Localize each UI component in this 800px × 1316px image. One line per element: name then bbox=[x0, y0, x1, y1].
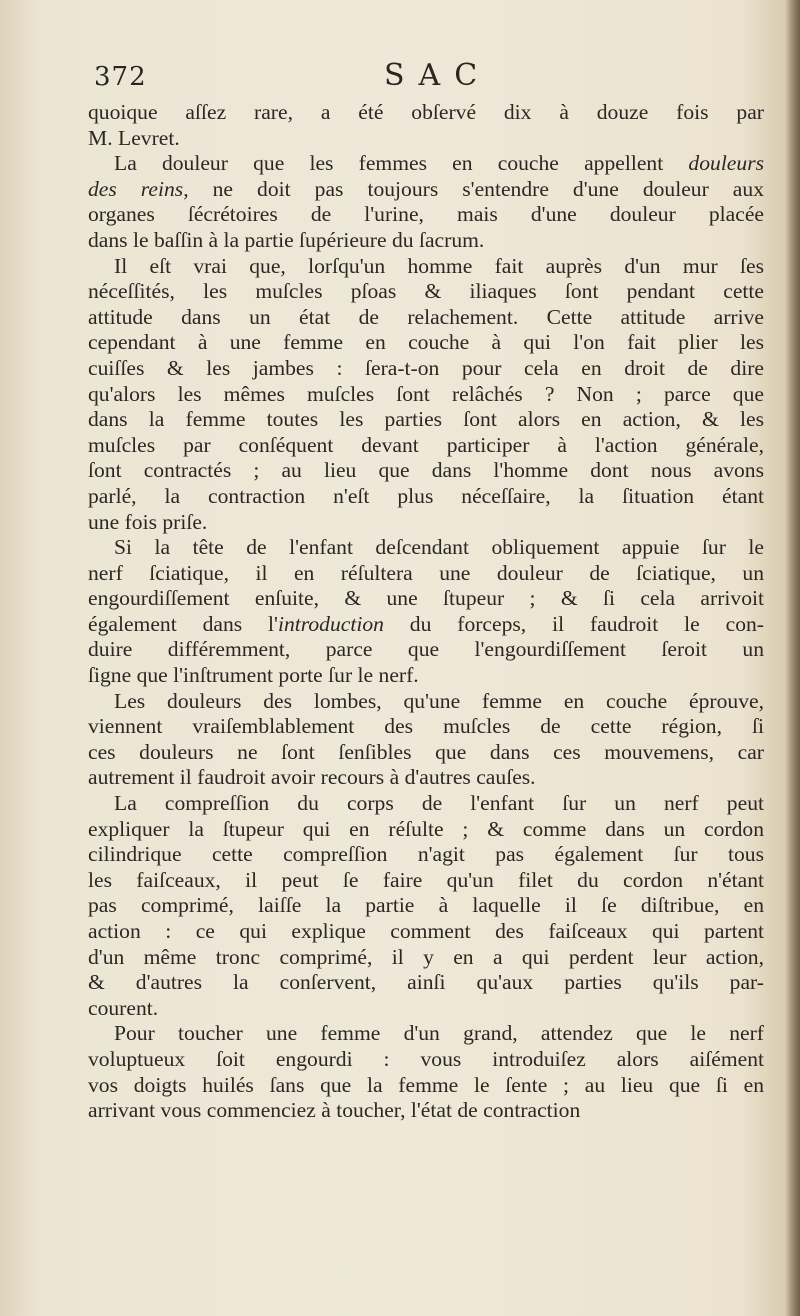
text-line: & d'autres la conſervent, ainſi qu'aux parties qu'ils par- bbox=[88, 970, 764, 995]
text-line: organes ſécrétoires de l'urine, mais d'une douleur placée bbox=[88, 202, 764, 227]
text-line: pas comprimé, laiſſe la partie à laquelle il ſe diſtribue, en bbox=[88, 893, 764, 918]
text-line: qu'alors les mêmes muſcles ſont relâchés ? Non ; parce que bbox=[88, 381, 764, 406]
text-line: arrivant vous commenciez à toucher, l'état de contraction bbox=[88, 1098, 581, 1123]
text-segment: également dans l' bbox=[88, 611, 278, 636]
text-line: dans le baſſin à la partie ſupérieure du ſacrum. bbox=[88, 227, 485, 252]
paragraph bbox=[88, 151, 764, 253]
text-line: quoique aſſez rare, a été obſervé dix à douze fois par bbox=[88, 100, 764, 124]
paragraph bbox=[88, 100, 764, 151]
text-line bbox=[88, 151, 764, 177]
text-line: nerf ſciatique, il en réſultera une douleur de ſciatique, un bbox=[88, 560, 764, 585]
text-line: muſcles par conſéquent devant participer à l'action générale, bbox=[88, 432, 764, 457]
paragraph bbox=[88, 254, 764, 536]
text-line: vos doigts huilés ſans que la femme le ſente ; au lieu que ſi en bbox=[88, 1072, 764, 1097]
text-line bbox=[88, 177, 764, 203]
paragraph bbox=[88, 1021, 764, 1123]
text-line: Si la tête de l'enfant deſcendant obliquement appuie ſur le bbox=[114, 535, 764, 560]
text-segment: , ne doit pas toujours s'entendre d'une douleur aux bbox=[183, 176, 764, 201]
body-text bbox=[88, 100, 764, 1124]
text-line: La compreſſion du corps de l'enfant ſur un nerf peut bbox=[114, 791, 764, 816]
italic-segment: des reins bbox=[88, 176, 184, 201]
text-line bbox=[88, 612, 764, 638]
text-line: expliquer la ſtupeur qui en réſulte ; & comme dans un cordon bbox=[88, 816, 764, 841]
page-header bbox=[0, 56, 800, 96]
text-line: dans la femme toutes les parties ſont alors en action, & les bbox=[88, 407, 764, 432]
text-line: parlé, la contraction n'eſt plus néceſſaire, la ſituation étant bbox=[88, 483, 764, 508]
text-line: d'un même tronc comprimé, il y en a qui perdent leur action, bbox=[88, 944, 764, 969]
text-line: voluptueux ſoit engourdi : vous introduiſez alors aiſément bbox=[88, 1046, 764, 1071]
text-line: cuiſſes & les jambes : ſera-t-on pour cela en droit de dire bbox=[88, 355, 764, 380]
text-line: une fois priſe. bbox=[88, 509, 208, 534]
text-line: Il eſt vrai que, lorſqu'un homme fait auprès d'un mur ſes bbox=[114, 253, 764, 278]
paragraph bbox=[88, 689, 764, 791]
paragraph bbox=[88, 791, 764, 1021]
paragraph bbox=[88, 535, 764, 689]
page-edge-shadow bbox=[786, 0, 800, 1316]
text-line: Les douleurs des lombes, qu'une femme en couche éprouve, bbox=[114, 688, 764, 713]
italic-segment: introduction bbox=[277, 611, 384, 636]
italic-segment: douleurs bbox=[688, 151, 764, 176]
text-line: néceſſités, les muſcles pſoas & iliaques ſont pendant cette bbox=[88, 279, 764, 304]
text-line: Pour toucher une femme d'un grand, attendez que le nerf bbox=[114, 1021, 764, 1046]
text-line: ſont contractés ; au lieu que dans l'homme dont nous avons bbox=[88, 458, 764, 483]
text-segment: La douleur que les femmes en couche appellent bbox=[114, 151, 689, 176]
running-head: SAC bbox=[384, 58, 492, 93]
text-line: M. Levret. bbox=[88, 125, 180, 150]
text-line: autrement il faudroit avoir recours à d'autres cauſes. bbox=[88, 765, 536, 790]
text-line: courent. bbox=[88, 995, 159, 1020]
text-line: duire différemment, parce que l'engourdiſſement ſeroit un bbox=[88, 637, 764, 662]
text-line: cilindrique cette compreſſion n'agit pas également ſur tous bbox=[88, 842, 764, 867]
page-number: 372 bbox=[94, 62, 147, 92]
text-line: ces douleurs ne ſont ſenſibles que dans ces mouvemens, car bbox=[88, 739, 764, 764]
text-line: cependant à une femme en couche à qui l'on fait plier les bbox=[88, 330, 764, 355]
text-line: les faiſceaux, il peut ſe faire qu'un filet du cordon n'étant bbox=[88, 867, 764, 892]
text-segment: du forceps, il faudroit le con- bbox=[383, 611, 764, 636]
text-line: engourdiſſement enſuite, & une ſtupeur ; & ſi cela arrivoit bbox=[88, 586, 764, 611]
text-line: action : ce qui explique comment des faiſceaux qui partent bbox=[88, 919, 764, 943]
text-line: attitude dans un état de relachement. Cette attitude arrive bbox=[88, 304, 764, 329]
text-line: ſigne que l'inſtrument porte ſur le nerf. bbox=[88, 663, 419, 688]
text-line: viennent vraiſemblablement des muſcles de cette région, ſi bbox=[88, 714, 764, 739]
